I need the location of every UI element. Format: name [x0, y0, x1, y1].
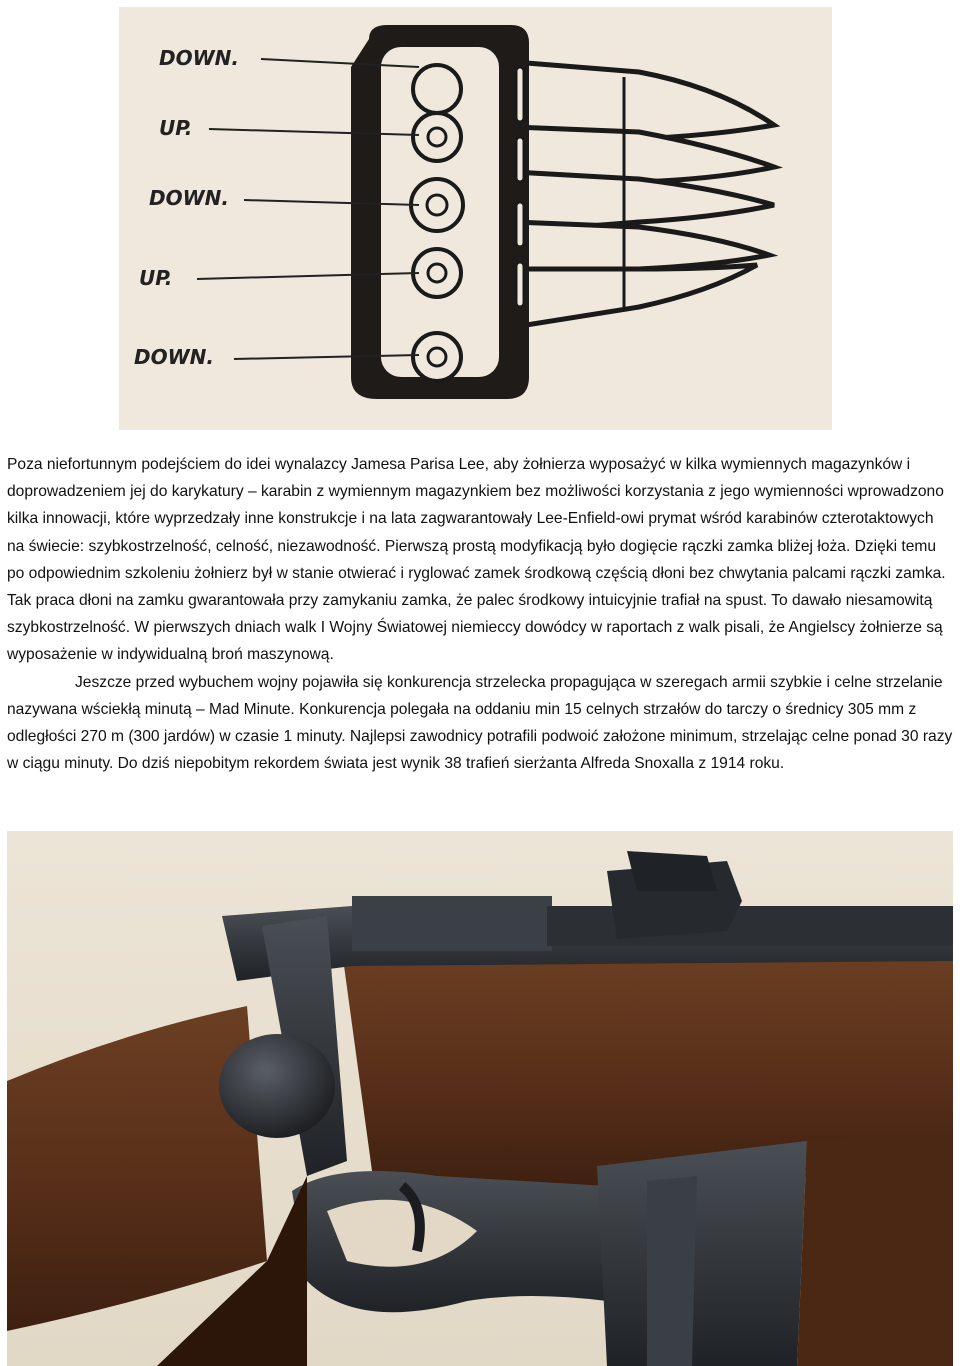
clip-body — [351, 25, 529, 399]
paragraph-1: Poza niefortunnym podejściem do idei wynalazcy Jamesa Parisa Lee, aby żołnierza wyposażyć w kilka wymiennych magazynków i doprowadzeniem jej do karykatury – karabin z wymiennym magazynkiem bez możliwości korzystania z jego wymienności wprowadzono kilka innowacji, które wyprzedzały inne konstrukcje i na lata zagwarantowały Lee-Enfield-owi prymat wśród karabinów czterotaktowych na świecie: szybkostrzelność, celność, niezawodność. Pierwszą prostą modyfikacją było dogięcie rączki zamka bliżej łoża. Dzięki temu po odpowiednim szkoleniu żołnierz był w stanie otwierać i ryglować zamek środkową częścią dłoni bez chwytania palcami rączki zamka. Tak praca dłoni na zamku gwarantowała przy zamykaniu zamka, że palec środkowy intuicyjnie trafiał na spust. To dawało niesamowitą szybkostrzelność. W pierwszych dniach walk I Wojny Światowej niemieccy dowódcy w raportach z walk pisali, że Angielscy żołnierze są wyposażenie w indywidualną broń maszynową. — [7, 456, 946, 664]
stripper-clip-diagram — [119, 7, 832, 430]
label-up-1: UP. — [159, 116, 193, 140]
label-down-1: DOWN. — [159, 46, 239, 70]
paragraph-2: Jeszcze przed wybuchem wojny pojawiła się konkurencja strzelecka propagująca w szeregach armii szybkie i celne strzelanie nazywana wściekłą minutą – Mad Minute. Konkurencja polegała na oddaniu min 15 celnych strzałów do tarczy o średnicy 305 mm z odległości 270 m (300 jardów) w czasie 1 minuty. Najlepsi zawodnicy potrafili podwoić założone minimum, strzelając celne ponad 30 razy w ciągu minuty. Do dziś niepobitym rekordem świata jest wynik 38 trafień sierżanta Alfreda Snoxalla z 1914 roku. — [7, 673, 953, 773]
label-down-3: DOWN. — [134, 345, 214, 369]
article-text — [7, 451, 953, 777]
rifle-action-photo — [7, 831, 953, 1366]
label-up-2: UP. — [139, 266, 173, 290]
label-down-2: DOWN. — [149, 186, 229, 210]
